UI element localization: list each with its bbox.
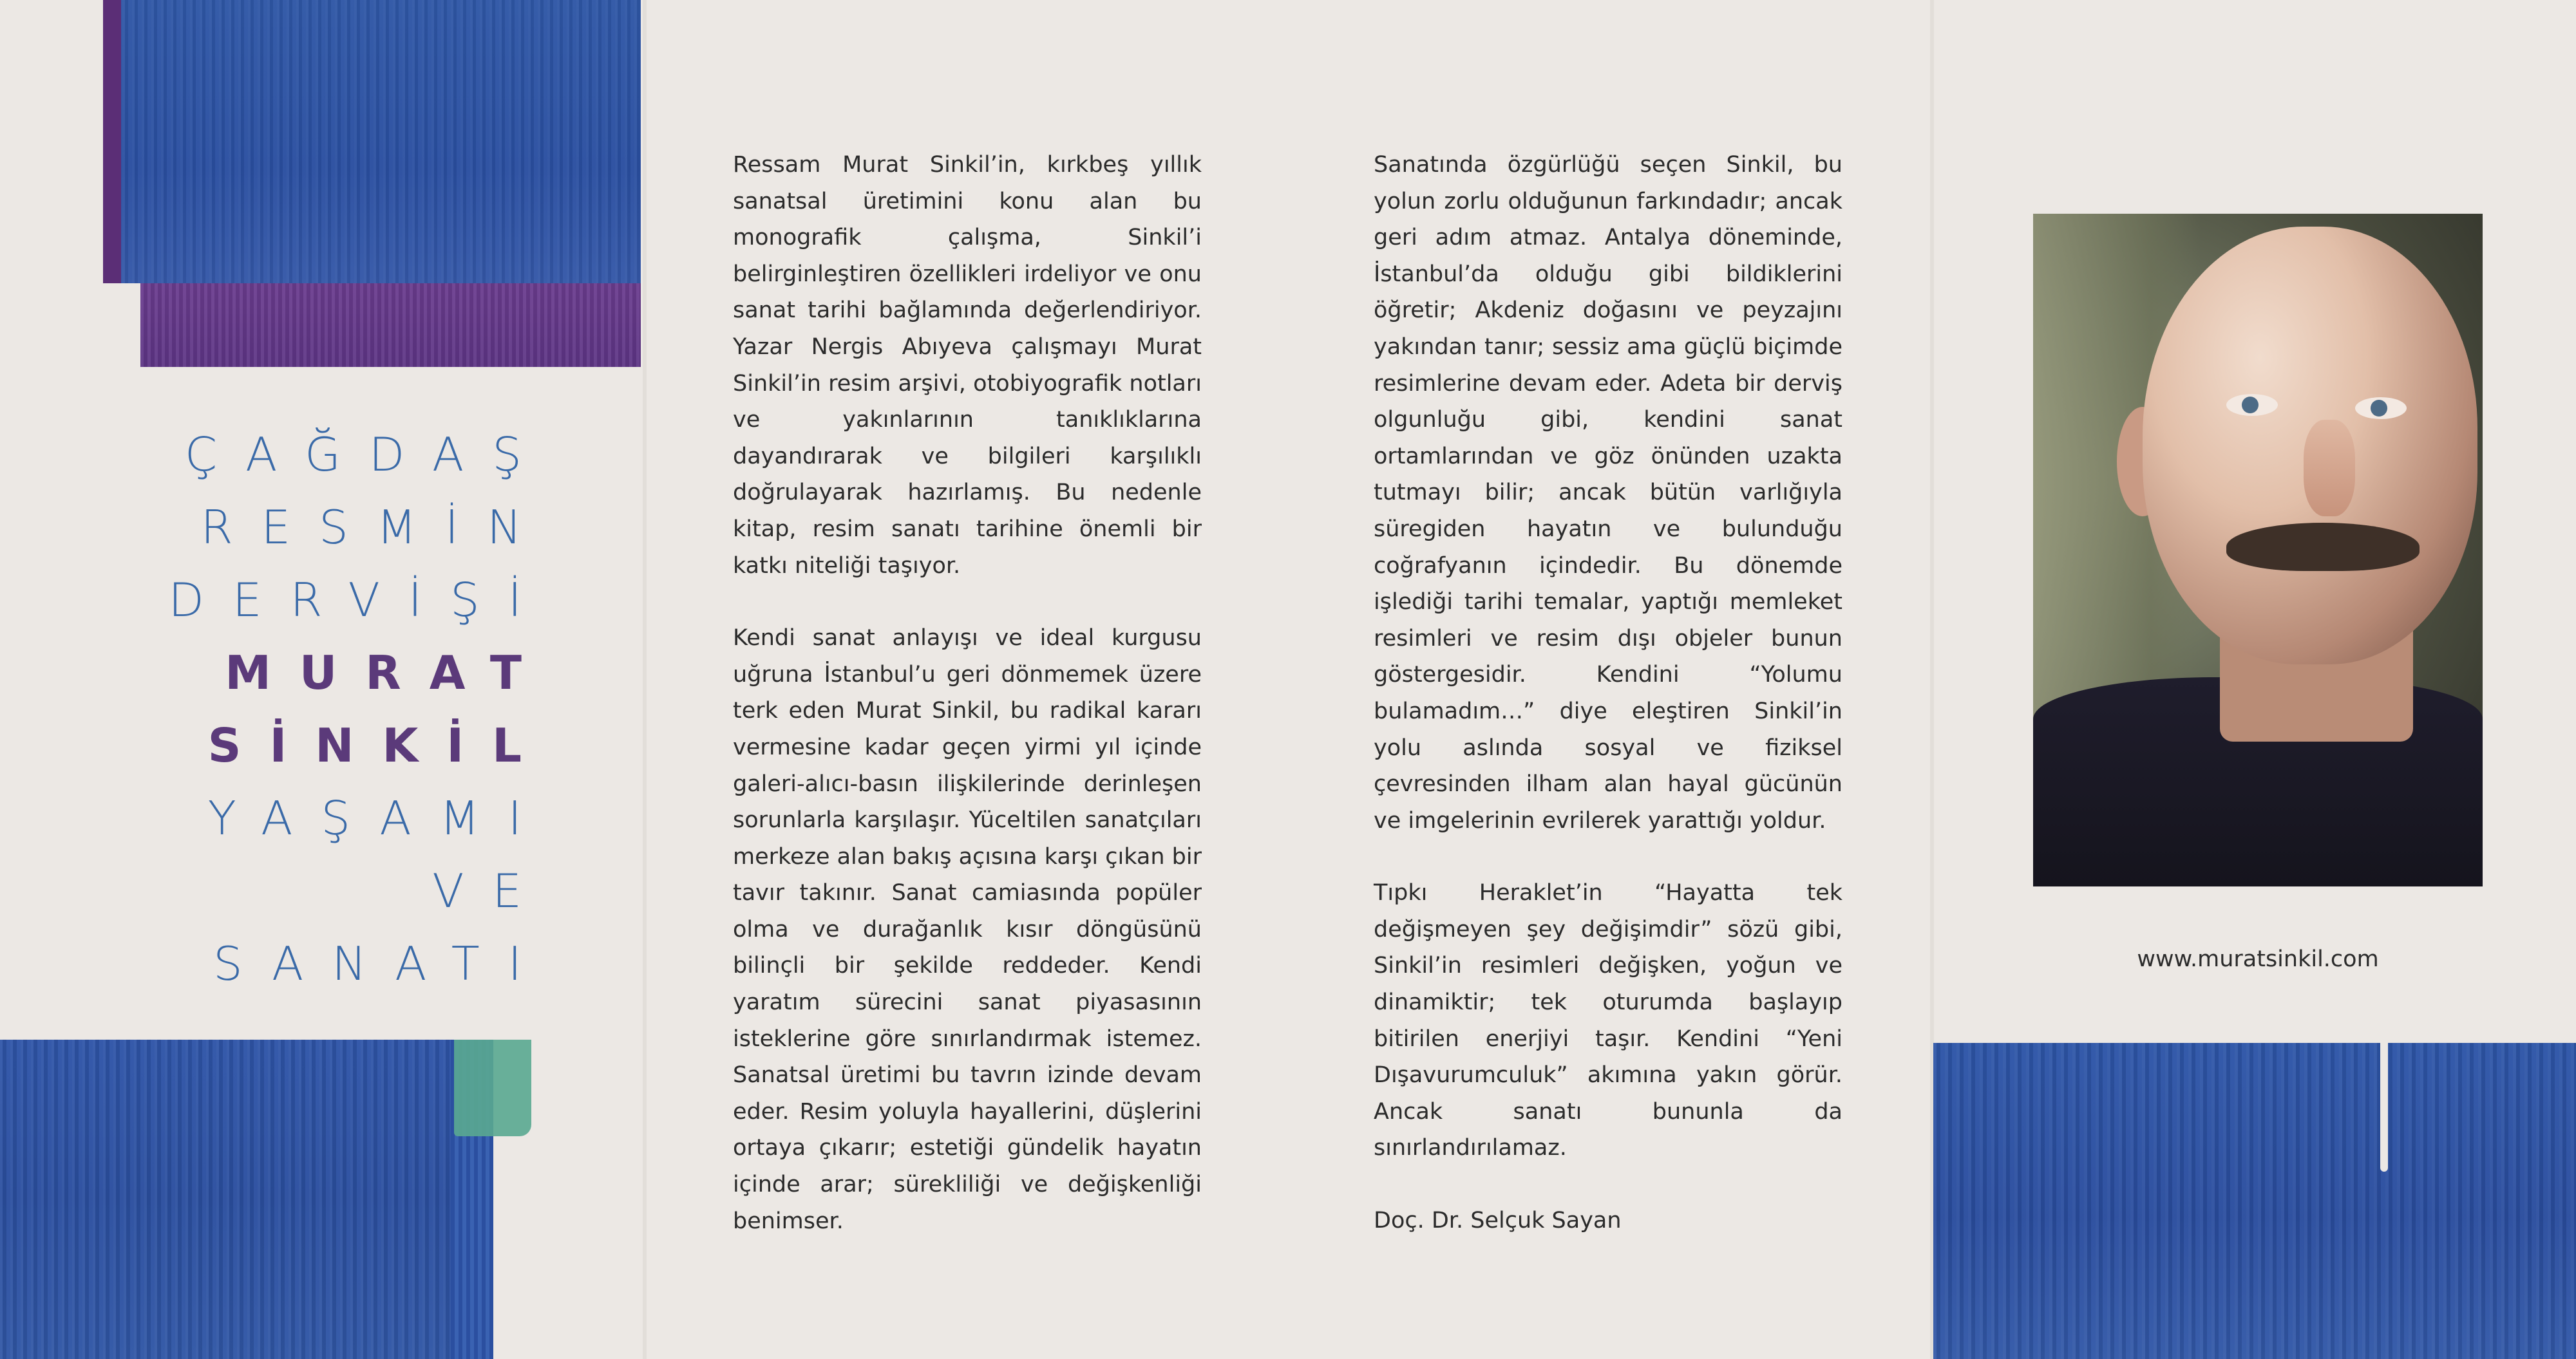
purple-paint-strip <box>140 283 641 367</box>
painting-top-left <box>103 0 641 367</box>
title-line: DERVİŞİ <box>168 573 550 627</box>
artist-portrait-photo <box>2033 214 2483 886</box>
paint-edge <box>103 0 121 283</box>
green-paint-patch <box>454 1040 531 1136</box>
photo-nose <box>2304 420 2355 516</box>
fold-line-1 <box>643 0 647 1359</box>
photo-eye <box>2355 397 2407 419</box>
title-line: ÇAĞDAŞ <box>184 427 550 482</box>
painting-bottom-right <box>1933 1043 2576 1359</box>
paint-crack <box>2380 1043 2388 1172</box>
author-signature: Doç. Dr. Selçuk Sayan <box>1374 1208 1622 1234</box>
text-column-1 <box>733 147 1202 1275</box>
painting-bottom-left <box>0 1040 535 1359</box>
photo-eye <box>2226 394 2278 416</box>
paragraph: Sanatında özgürlüğü seçen Sinkil, bu yolun zorlu olduğunun farkındadır; ancak geri adım atmaz. Antalya döneminde, İstanbul’da olduğu gibi bildiklerini öğretir; Akdeniz doğasını ve peyzajını yakından tanır; sessiz ama güçlü biçimde resimlerine devam eder. Adeta bir derviş olgunluğu gibi, kendini sanat ortamlarından ve göz önünden uzakta tutmayı bilir; ancak bütün varlığıyla süregiden hayatın ve bulunduğu coğrafyanın içindedir. Bu dönemde işlediği tarihi temalar, yaptığı memleket resimleri ve resim dışı objeler bunun göstergesidir. Kendini “Yolumu bulamadım…” diye eleştiren Sinkil’in yolu aslında sosyal ve fiziksel çevresinden ilham alan hayal gücünün ve imgelerinin evrilerek yarattığı yoldur. <box>1374 152 1842 834</box>
subtitle-line: YAŞAMI <box>207 791 550 845</box>
paragraph: Kendi sanat anlayışı ve ideal kurgusu uğruna İstanbul’u geri dönmemek üzere terk eden Murat Sinkil, bu radikal kararı vermesine kadar geçen yirmi yıl içinde galeri-alıcı-basın ilişkilerinde derinleşen sorunlarla karşılaşır. Yüceltilen sanatçıları merkeze alan bakış açısına karşı çıkan bir tavır takınır. Sanat camiasında popüler olma ve durağanlık kısır döngüsünü bilinçli bir şekilde reddeder. Kendi yaratım sürecini sanat piyasasının isteklerine göre sınırlandırmak istemez. Sanatsal üretimi bu tavrın izinde devam eder. Resim yoluyla hayallerini, düşlerini ortaya çıkarır; estetiği gündelik hayatın içinde arar; sürekliliği ve değişkenliği benimser. <box>733 625 1202 1234</box>
artist-name-line: SİNKİL <box>207 718 550 773</box>
cover-title <box>116 418 550 1000</box>
blue-paint-block <box>103 0 641 283</box>
title-line: RESMİN <box>200 500 550 554</box>
website-link[interactable]: www.muratsinkil.com <box>2137 946 2379 972</box>
paragraph: Ressam Murat Sinkil’in, kırkbeş yıllık sanatsal üretimini konu alan bu monografik çalışma, Sinkil’i belirginleştiren özellikleri irdeliyor ve onu sanat tarihi bağlamında değerlendiriyor. Yazar Nergis Abıyeva çalışmayı Murat Sinkil’in resim arşivi, otobiyografik notları ve yakınlarının tanıklıklarına dayandırarak ve bilgileri karşılıklı doğrulayarak hazırlamış. Bu nedenle kitap, resim sanatı tarihine önemli bir katkı niteliği taşıyor. <box>733 152 1202 579</box>
paragraph: Tıpkı Heraklet’in “Hayatta tek değişmeyen şey değişimdir” sözü gibi, Sinkil’in resimleri değişken, yoğun ve dinamiktir; tek oturumda başlayıp bitirilen enerjiyi taşır. Kendini “Yeni Dışavurumculuk” akımına yakın görür. Ancak sanatı bununla da sınırlandırılamaz. <box>1374 880 1842 1161</box>
text-column-2 <box>1374 147 1842 1275</box>
subtitle-line: SANATI <box>213 937 550 991</box>
artist-name-line: MURAT <box>225 646 550 700</box>
photo-mustache <box>2226 523 2420 571</box>
subtitle-line: VE <box>432 864 550 918</box>
